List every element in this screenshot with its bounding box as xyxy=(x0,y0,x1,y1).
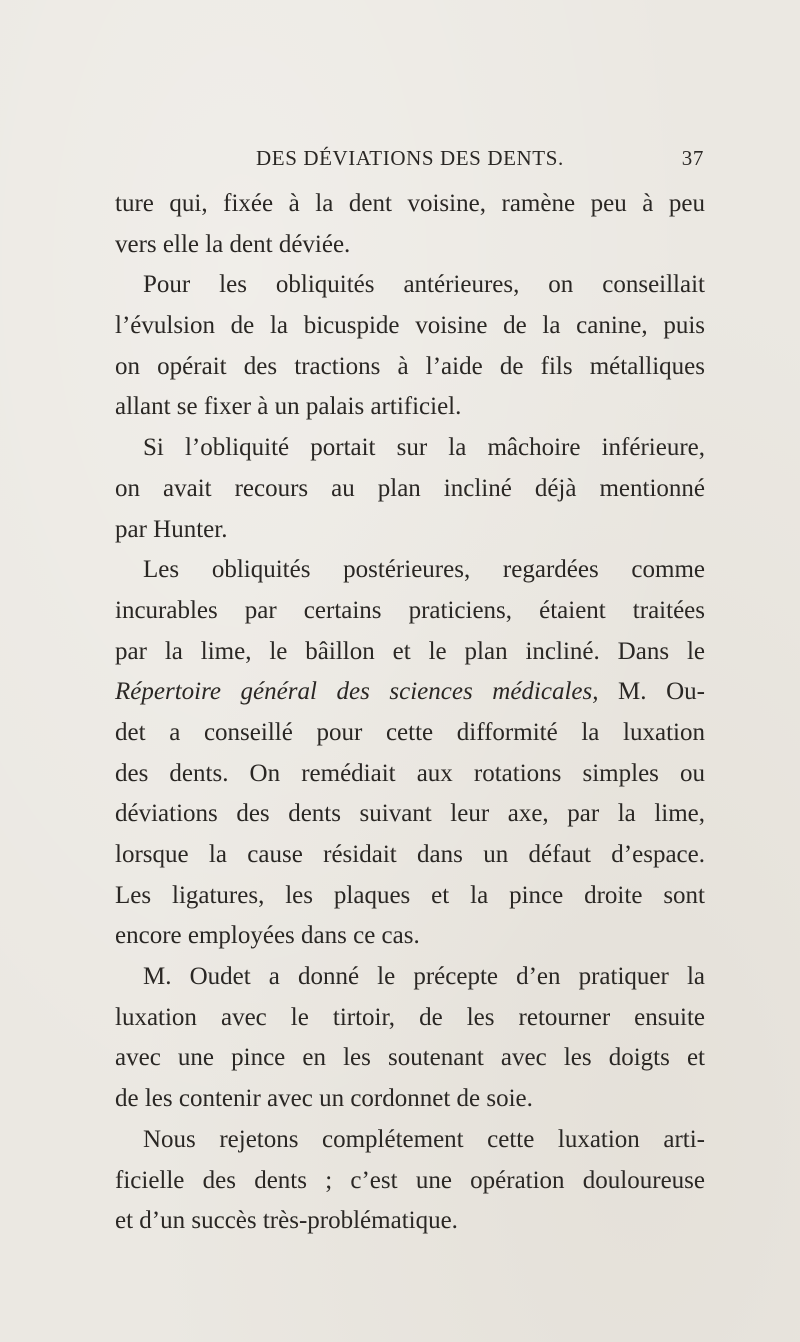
text-line: encore employées dans ce cas. xyxy=(115,922,420,950)
text-line: Pour les obliquités antérieures, on conseillait xyxy=(143,271,705,299)
running-header xyxy=(256,146,704,176)
text-line: vers elle la dent déviée. xyxy=(115,230,351,258)
italic-title: Répertoire général des sciences médicales, xyxy=(115,678,599,706)
text-line: l’évulsion de la bicuspide voisine de la canine, puis xyxy=(115,312,705,340)
text-line: par Hunter. xyxy=(115,515,228,543)
page-number: 37 xyxy=(681,146,704,170)
text-line: Les ligatures, les plaques et la pince droite sont xyxy=(115,881,705,909)
text-line: et d’un succès très-problématique. xyxy=(115,1207,458,1235)
text-line: par la lime, le bâillon et le plan incliné. Dans le xyxy=(115,637,705,665)
text-line: déviations des dents suivant leur axe, par la lime, xyxy=(115,800,705,828)
text-line: incurables par certains praticiens, étaient traitées xyxy=(115,596,705,624)
text-fragment: M. Ou- xyxy=(598,678,705,706)
text-line: ture qui, fixée à la dent voisine, ramène peu à peu xyxy=(115,190,705,217)
text-line: luxation avec le tirtoir, de les retourner ensuite xyxy=(115,1003,705,1031)
text-line: M. Oudet a donné le précepte d’en pratiquer la xyxy=(143,963,705,991)
text-line: avec une pince en les soutenant avec les doigts et xyxy=(115,1044,705,1072)
text-line: allant se fixer à un palais artificiel. xyxy=(115,393,462,421)
text-line: de les contenir avec un cordonnet de soie. xyxy=(115,1085,533,1113)
running-title: DES DÉVIATIONS DES DENTS. xyxy=(256,146,564,170)
text-line xyxy=(115,672,705,713)
text-line: Les obliquités postérieures, regardées comme xyxy=(143,556,705,584)
text-line: on opérait des tractions à l’aide de fils métalliques xyxy=(115,352,705,380)
text-line: on avait recours au plan incliné déjà mentionné xyxy=(115,474,705,502)
text-line: lorsque la cause résidait dans un défaut d’espace. xyxy=(115,841,705,868)
text-line: des dents. On remédiait aux rotations simples ou xyxy=(115,759,705,787)
text-line: Nous rejetons complétement cette luxation arti- xyxy=(143,1125,705,1153)
text-line: det a conseillé pour cette difformité la luxation xyxy=(115,718,705,746)
text-line: ficielle des dents ; c’est une opération douloureuse xyxy=(115,1166,705,1194)
text-line: Si l’obliquité portait sur la mâchoire inférieure, xyxy=(143,434,705,462)
body-text xyxy=(115,184,705,1242)
